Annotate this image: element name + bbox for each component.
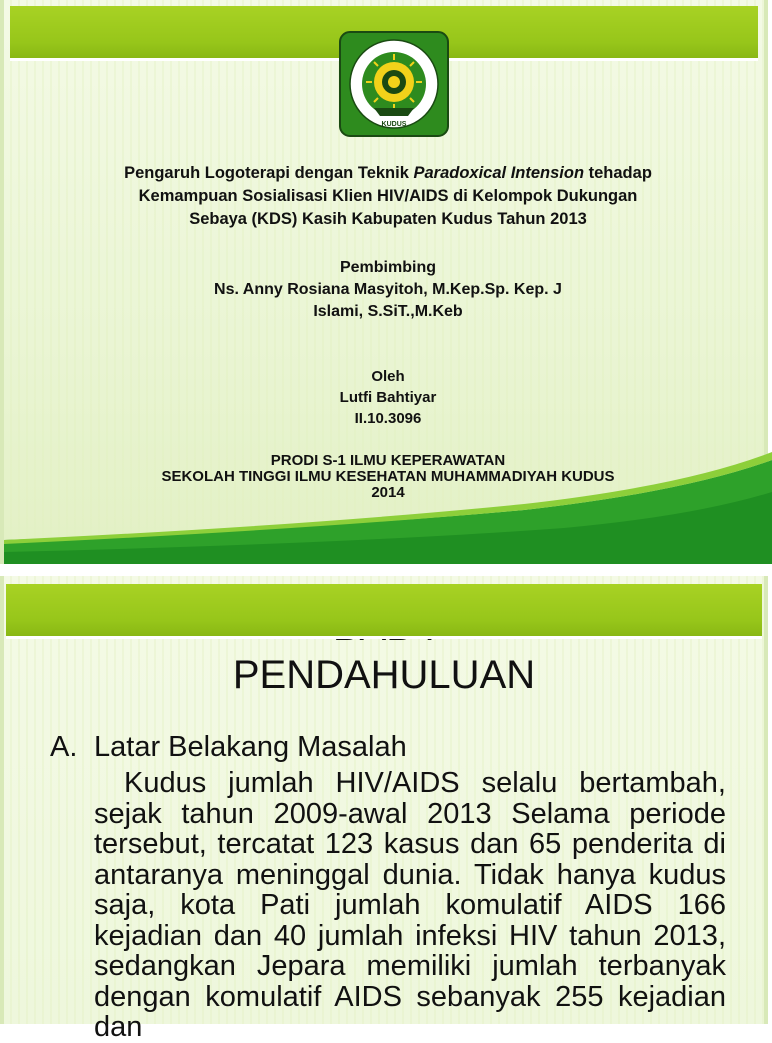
school-name: SEKOLAH TINGGI ILMU KESEHATAN MUHAMMADIYAH KUDUS <box>161 468 615 485</box>
year: 2014 <box>371 484 405 501</box>
institution-block <box>64 453 712 501</box>
author-nim: II.10.3096 <box>354 410 422 427</box>
author-label: Oleh <box>371 368 405 385</box>
chapter-slide <box>0 576 768 1043</box>
supervisor-name-2: Islami, S.SiT.,M.Keb <box>313 303 463 320</box>
section-number: A. <box>50 731 78 763</box>
author-name: Lutfi Bahtiyar <box>339 389 437 406</box>
supervisor-block <box>64 257 712 323</box>
background-paragraph: Kudus jumlah HIV/AIDS selalu bertambah, sejak tahun 2009-awal 2013 Selama periode tersebut, tercatat 123 kasus dan 65 penderita di antaranya meninggal dunia. Tidak hanya kudus saja, kota Pati jumlah komulatif AIDS 166 kejadian dan 40 jumlah infeksi HIV tahun 2013, sedangkan Jepara memiliki jumlah terbanyak dengan komulatif AIDS sebanyak 255 kejadian dan <box>94 767 726 1043</box>
section-title: Latar Belakang Masalah <box>94 731 407 763</box>
slide-separator <box>0 564 768 576</box>
stikes-crest-icon <box>338 30 450 138</box>
section-heading <box>50 730 407 764</box>
supervisor-name-1: Ns. Anny Rosiana Masyitoh, M.Kep.Sp. Kep. J <box>214 281 562 298</box>
thesis-title: Pengaruh Logoterapi dengan Teknik Paradoxical Intension tehadap Kemampuan Sosialisasi Klien HIV/AIDS di Kelompok Dukungan Sebaya (KDS) Kasih Kabupaten Kudus Tahun 2013 <box>124 164 652 228</box>
chapter-top-green-band <box>6 584 762 639</box>
chapter-title: PENDAHULUAN <box>232 653 536 697</box>
svg-text:KUDUS: KUDUS <box>381 121 407 128</box>
prodi-name: PRODI S-1 ILMU KEPERAWATAN <box>270 452 506 469</box>
author-block <box>64 366 712 429</box>
supervisor-label: Pembimbing <box>339 259 436 276</box>
